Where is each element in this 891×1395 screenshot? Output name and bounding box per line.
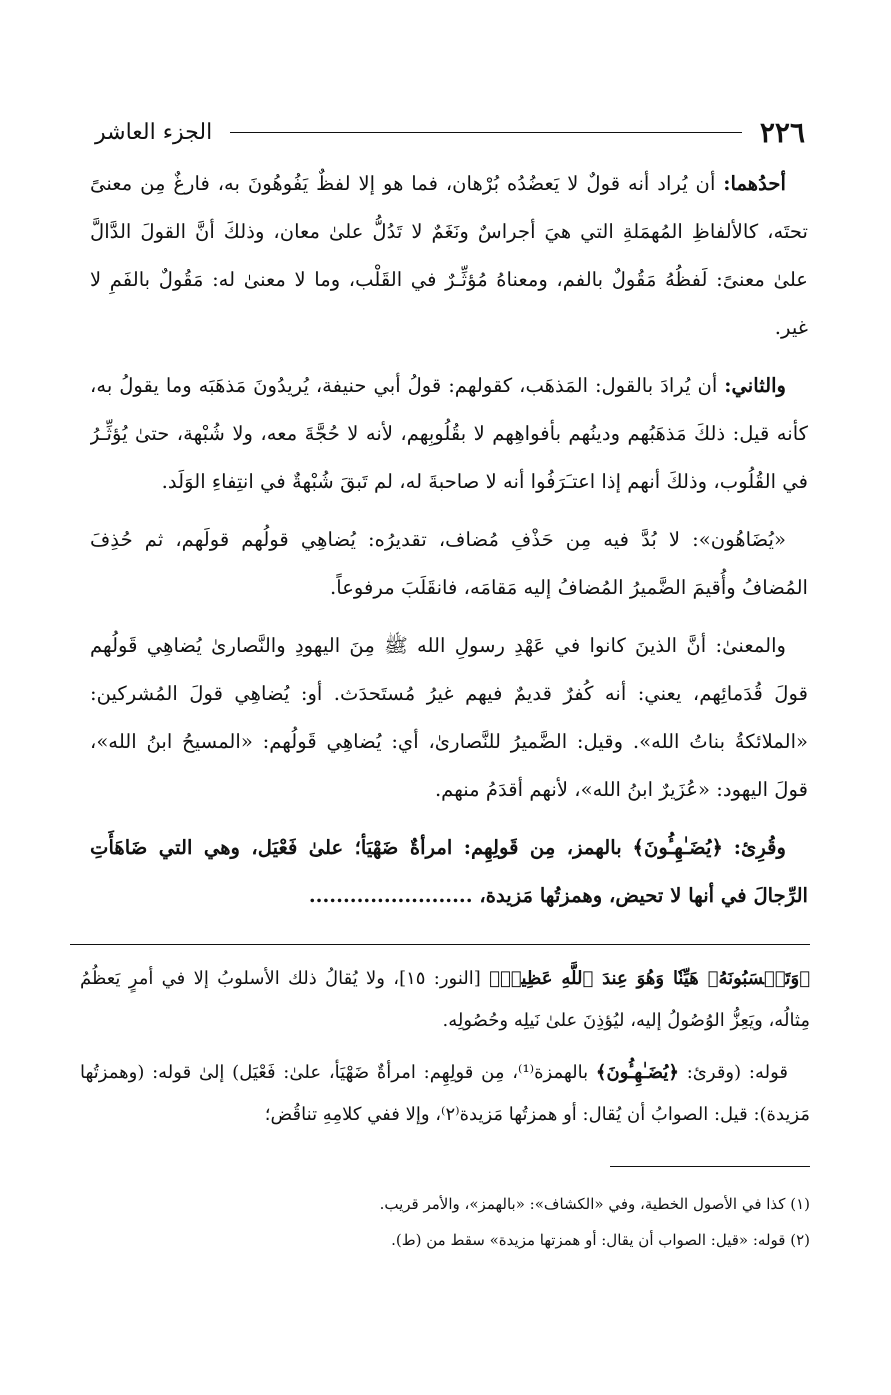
footnotes	[100, 1186, 810, 1276]
main-text	[90, 160, 808, 938]
header-rule	[230, 132, 742, 133]
section-divider	[70, 944, 810, 945]
paragraph-reading	[90, 824, 808, 920]
commentary-text	[80, 958, 810, 1158]
quran-quote: ﴿يُضَـٰهِـُٔونَ﴾	[595, 1062, 679, 1083]
page-number: ٢٢٦	[759, 115, 805, 149]
paragraph-lead: والثاني:	[724, 374, 786, 397]
paragraph-second	[90, 362, 808, 506]
commentary-text-span: قوله: (وقرئ:	[686, 1062, 788, 1083]
paragraph-text: «يُضَاهُون»: لا بُدَّ فيه مِن حَذْفِ مُضاف، تقديرُه: يُضاهِي قولُهم قولَهم، ثم حُذِفَ المُضافُ وأُقيمَ الضَّميرُ المُضافُ إليه مَقامَه، فانقَلَبَ مرفوعاً.	[90, 528, 808, 599]
quran-quote: ﴿وَتَحۡسَبُونَهُۥ هَيِّنٗا وَهُوَ عِندَ ٱللَّهِ عَظِيمٞ﴾	[489, 968, 810, 989]
commentary-paragraph	[80, 1052, 810, 1136]
paragraph-text: أن يُرادَ بالقول: المَذهَب، كقولهم: قولُ أبي حنيفة، يُريدُونَ مَذهَبَه وما يقولُ به، كأنه قيل: ذلكَ مَذهَبُهم ودينُهم بأفواهِهم لا بقُلُوبِهم، لأنه لا حُجَّةَ معه، ولا شُبْهة، حتىٰ يُؤثِّـرُ في القُلُوب، وذلكَ أنهم إذا اعتـَرَفُوا أنه لا صاحبةَ له، لم تَبقَ شُبْهةٌ في انتِفاءِ الوَلَد.	[90, 374, 808, 493]
quran-quote: ﴿يُضَـٰهِـُٔونَ﴾	[632, 836, 723, 859]
running-title: الجزء العاشر	[95, 119, 213, 145]
commentary-text-span: [النور: ١٥]، ولا يُقالُ ذلك الأسلوبُ إلا في أمرٍ يَعظُمُ مِثالُه، ويَعِزُّ الوُصُولُ إليه، ليُؤذِنَ علىٰ نَيلِه وحُصُولِه.	[80, 968, 810, 1031]
page-header	[95, 112, 805, 152]
paragraph-text: والمعنىٰ: أنَّ الذينَ كانوا في عَهْدِ رسولِ الله ﷺ مِنَ اليهودِ والنَّصارىٰ يُضاهِي قَولُهم قولَ قُدَمائِهم، يعني: أنه كُفرٌ قديمٌ فيهم غيرُ مُستَحدَث. أو: يُضاهِي قولَ المُشركين: «الملائكةُ بناتُ الله». وقيل: الضَّميرُ للنَّصارىٰ، أي: يُضاهِي قَولُهم: «المسيحُ ابنُ الله»، قولَ اليهود: «عُزَيرٌ ابنُ الله»، لأنهم أقدَمُ منهم.	[90, 634, 808, 801]
paragraph-first	[90, 160, 808, 352]
footnote-1: (١) كذا في الأصول الخطية، وفي «الكشاف»: «بالهمز»، والأمر قريب.	[379, 1195, 810, 1213]
paragraph-lead: وقُرِئ:	[733, 836, 787, 859]
paragraph-yudahun	[90, 516, 808, 612]
paragraph-meaning	[90, 622, 808, 814]
footnote-rule	[610, 1166, 810, 1167]
paragraph-lead: أحدُهما:	[723, 172, 786, 195]
commentary-paragraph	[80, 958, 810, 1042]
paragraph-text: بالهمز، مِن قَولِهِم: امرأةٌ ضَهْيَأ؛ علىٰ فَعْيَل، وهي التي ضَاهَأَتِ الرِّجالَ في أنها لا تحيض، وهمزتُها مَزيدة، ........................	[90, 836, 808, 907]
footnote-2: (٢) قوله: «قيل: الصواب أن يقال: أو همزتها مزيدة» سقط من (ط).	[391, 1231, 810, 1249]
paragraph-text: أن يُراد أنه قولٌ لا يَعضُدُه بُرْهان، فما هو إلا لفظٌ يَفُوهُونَ به، فارغٌ مِن معنىً تحتَه، كالألفاظِ المُهمَلةِ التي هيَ أجراسٌ ونَغَمٌ لا تَدُلُّ علىٰ معان، وذلكَ أنَّ القولَ الدَّالَّ علىٰ معنىً: لَفظُهُ مَقُولٌ بالفم، ومعناهُ مُؤثِّـرٌ في القَلْب، وما لا معنىٰ له: مَقُولٌ بالفَمِ لا غير.	[90, 172, 808, 339]
commentary-text-span: بالهمزة⁽¹⁾، مِن قولِهِم: امرأةٌ ضَهْيَأ، علىٰ: فَعْيَل) إلىٰ قوله: (وهمزتُها مَزيدة): قيل: الصوابُ أن يُقال: أو همزتُها مَزيدة⁽٢⁾، وإلا ففي كلامِهِ تناقُض؛	[80, 1062, 810, 1125]
